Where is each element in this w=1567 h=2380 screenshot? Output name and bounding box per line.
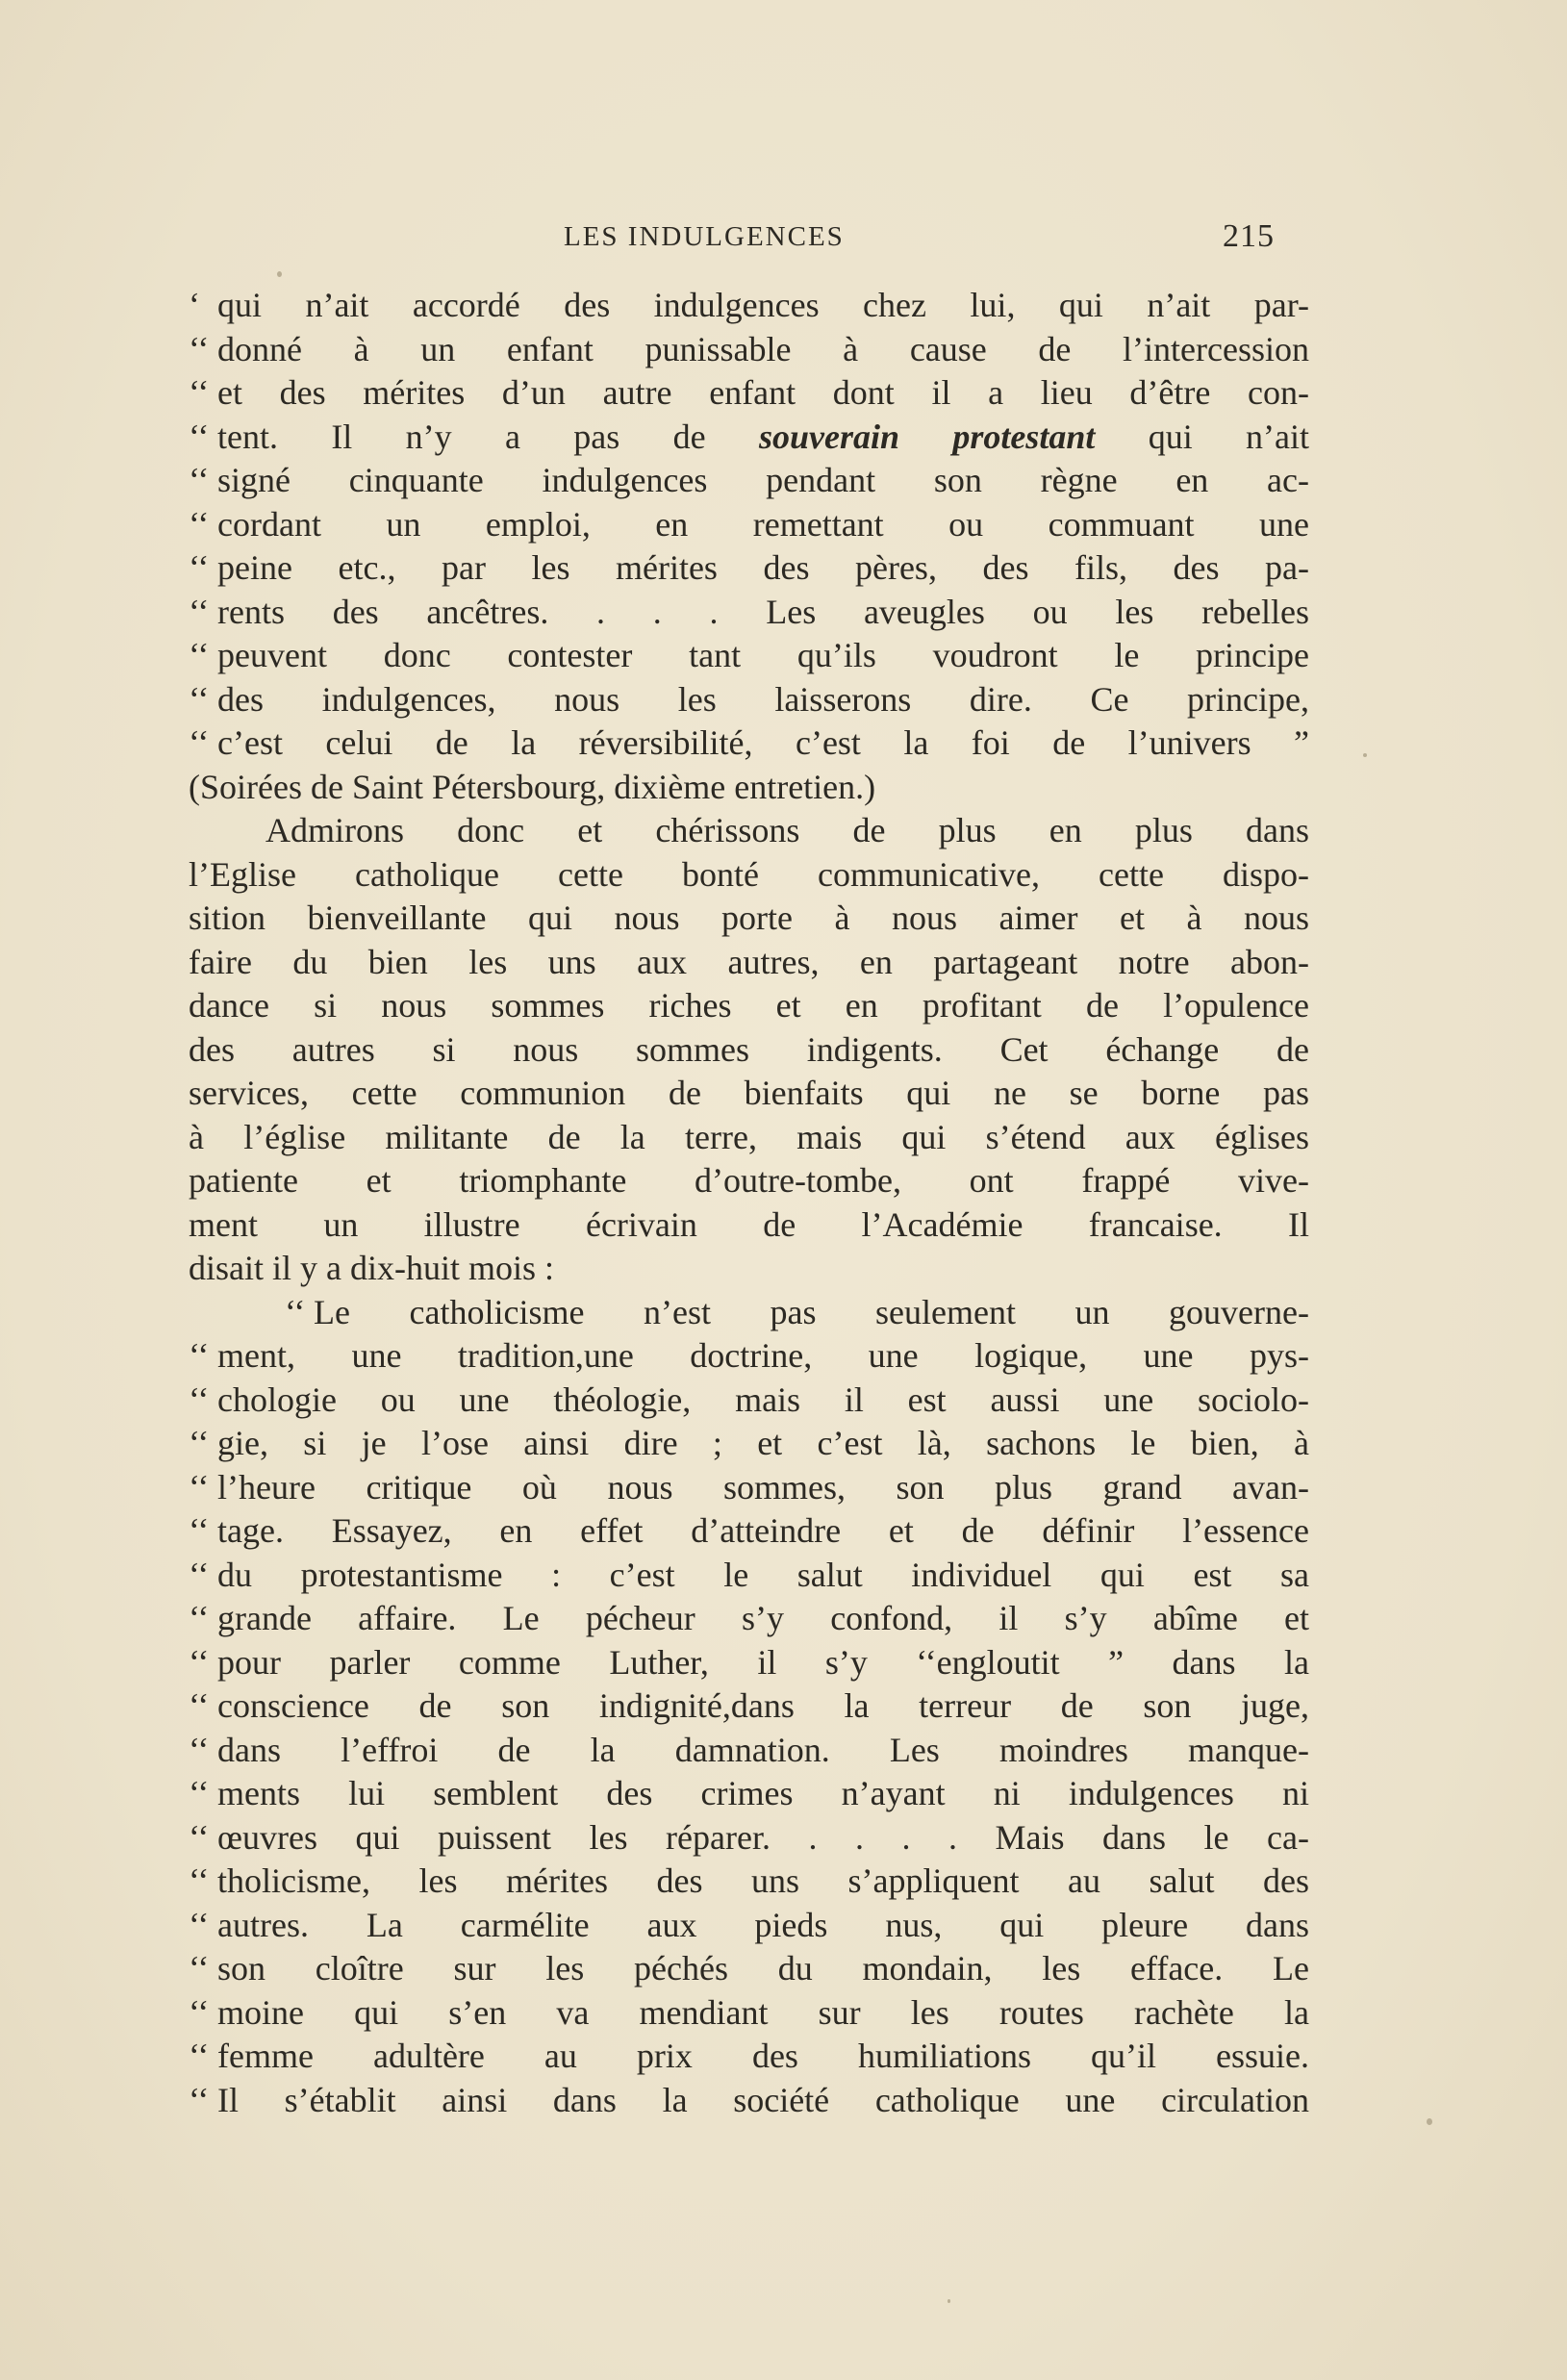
line-text: dans l’effroi de la damnation. Les moindres manque- [217,1730,1309,1769]
line-text: peuvent donc contester tant qu’ils voudront le principe [217,636,1309,674]
quote-mark: ‘‘ [189,636,210,674]
text-line [189,941,1309,985]
line-text: cordant un emploi, en remettant ou commuant une [217,504,1309,544]
text-line [189,2035,1309,2079]
quote-mark: ‘‘ [189,2037,210,2075]
page-number: 215 [1223,218,1275,254]
line-text: pour parler comme Luther, il s’y ‘‘engloutit ” dans la [217,1642,1309,1682]
line-text: donné à un enfant punissable à cause de l’intercession [217,329,1309,368]
paper-speck [277,271,282,277]
line-text: qui n’ait [1148,417,1309,456]
quote-mark: ‘‘ [189,1949,210,1988]
quote-mark: ‘‘ [189,1861,210,1900]
text-line [189,1772,1309,1816]
line-text: son cloître sur les péchés du mondain, les efface. Le [217,1949,1309,1988]
text-line [189,1247,1309,1291]
quote-mark: ‘‘ [189,461,210,499]
line-text: sition bienveillante qui nous porte à nous aimer et à nous [189,899,1309,937]
text-line [189,328,1309,372]
text-line [189,1422,1309,1466]
line-text: ment un illustre écrivain de l’Académie francaise. Il [189,1204,1309,1244]
line-text: Il s’établit ainsi dans la société catholique une circulation [217,2080,1309,2119]
paper-speck [948,2299,950,2303]
quote-mark: ‘‘ [189,1511,210,1550]
line-text: disait il y a dix-huit mois : [189,1249,554,1287]
text-line [189,371,1309,416]
quote-mark: ‘‘ [189,1599,210,1637]
quote-mark: ‘‘ [285,1292,306,1331]
line-text: peine etc., par les mérites des pères, des fils, des pa- [217,548,1309,587]
text-line [189,1947,1309,1991]
quote-mark: ‘‘ [189,679,210,719]
text-line [189,1509,1309,1554]
quote-mark: ‘‘ [189,1774,210,1812]
quote-mark: ‘‘ [189,1336,210,1375]
quote-mark: ‘‘ [189,504,210,544]
line-text: gie, si je l’ose ainsi dire ; et c’est là, sachons le bien, à [217,1424,1309,1462]
line-text: patiente et triomphante d’outre-tombe, ont frappé vive- [189,1161,1309,1200]
quote-mark: ‘‘ [189,1380,210,1419]
text-line [189,722,1309,766]
text-line [189,1379,1309,1423]
text-line [189,2079,1309,2123]
line-text: femme adultère au prix des humiliations qu’il essuie. [217,2037,1309,2075]
line-text: l’Eglise catholique cette bonté communicative, cette dispo- [189,854,1309,894]
quote-mark: ‘‘ [189,1686,210,1725]
text-line [189,591,1309,635]
text-line [189,1203,1309,1248]
text-line [189,1816,1309,1861]
text-line [189,1028,1309,1073]
text-line [189,678,1309,722]
text-line [189,1072,1309,1116]
quote-mark: ‘‘ [189,723,210,762]
text-line [189,1554,1309,1598]
text-line [189,1334,1309,1379]
line-text: l’heure critique où nous sommes, son plus grand avan- [217,1467,1309,1506]
line-text: faire du bien les uns aux autres, en partageant notre abon- [189,942,1309,981]
line-text: rents des ancêtres. . . . Les aveugles ou les rebelles [217,592,1309,631]
text-line [189,503,1309,547]
line-text: signé cinquante indulgences pendant son règne en ac- [217,461,1309,499]
text-line [189,1291,1309,1335]
text-line [189,1991,1309,2036]
line-text: et des mérites d’un autre enfant dont il a lieu d’être con- [217,373,1309,412]
line-text: tent. Il n’y a pas de [217,417,706,456]
text-line [189,897,1309,941]
text-line [189,1860,1309,1904]
line-text: dance si nous sommes riches et en profitant de l’opulence [189,986,1309,1025]
emphasis-text: souverain protestant [758,417,1096,456]
line-text: tholicisme, les mérites des uns s’appliquent au salut des [217,1861,1309,1900]
line-text: ment, une tradition,une doctrine, une logique, une pys- [217,1336,1309,1375]
text-line [189,1641,1309,1685]
quote-mark: ‘‘ [189,2080,210,2119]
line-text: autres. La carmélite aux pieds nus, qui pleure dans [217,1905,1309,1944]
text-line [189,984,1309,1028]
line-text: à l’église militante de la terre, mais qui s’étend aux églises [189,1117,1309,1156]
paper-speck [1363,753,1367,757]
quote-mark: ‘‘ [189,1817,210,1857]
text-line [189,809,1309,853]
quote-mark: ‘‘ [189,329,210,368]
line-text: tage. Essayez, en effet d’atteindre et de définir l’essence [217,1511,1309,1550]
quote-mark: ‘‘ [189,1642,210,1682]
text-line [189,1116,1309,1160]
quote-mark: ‘‘ [189,592,210,631]
line-text: (Soirées de Saint Pétersbourg, dixième entretien.) [189,767,876,806]
line-text: services, cette communion de bienfaits qui ne se borne pas [189,1074,1309,1112]
quote-mark: ‘‘ [189,373,210,412]
text-line [189,766,1309,810]
quote-mark: ‘‘ [189,1730,210,1769]
line-text: c’est celui de la réversibilité, c’est la foi de l’univers ” [217,723,1309,762]
line-text: conscience de son indignité,dans la terreur de son juge, [217,1686,1309,1725]
line-text: moine qui s’en va mendiant sur les routes rachète la [217,1992,1309,2032]
quote-mark: ‘‘ [189,1555,210,1594]
paper-speck [1427,2118,1432,2125]
line-text: qui n’ait accordé des indulgences chez lui, qui n’ait par- [217,286,1309,324]
quote-mark: ‘‘ [189,1467,210,1506]
line-text: du protestantisme : c’est le salut individuel qui est sa [217,1555,1309,1594]
line-text: grande affaire. Le pécheur s’y confond, il s’y abîme et [217,1599,1309,1637]
body-text [189,284,1309,2122]
line-text: des indulgences, nous les laisserons dire. Ce principe, [217,679,1309,719]
line-text: ments lui semblent des crimes n’ayant ni indulgences ni [217,1774,1309,1812]
quote-mark: ‘‘ [189,1905,210,1944]
quote-mark: ‘‘ [189,1424,210,1462]
line-text: Le catholicisme n’est pas seulement un gouverne- [314,1292,1309,1331]
page-header [189,217,1285,256]
text-line [189,459,1309,503]
quote-mark: ‘ [189,286,200,324]
text-line [189,546,1309,591]
text-line [189,1729,1309,1773]
text-line [189,1684,1309,1729]
line-text: œuvres qui puissent les réparer. . . . . Mais dans le ca- [217,1817,1309,1857]
text-line [189,416,1309,460]
line-text: Admirons donc et chérissons de plus en plus dans [265,811,1309,849]
text-line [189,1597,1309,1641]
text-line [189,853,1309,898]
line-text: des autres si nous sommes indigents. Cet échange de [189,1029,1309,1069]
text-line [189,1159,1309,1203]
text-line [189,1466,1309,1510]
line-text: chologie ou une théologie, mais il est aussi une sociolo- [217,1380,1309,1419]
quote-mark: ‘‘ [189,417,210,456]
quote-mark: ‘‘ [189,548,210,587]
running-head: LES INDULGENCES [564,221,845,252]
text-line [189,1904,1309,1948]
text-line [189,634,1309,678]
quote-mark: ‘‘ [189,1992,210,2032]
text-line [189,284,1309,328]
